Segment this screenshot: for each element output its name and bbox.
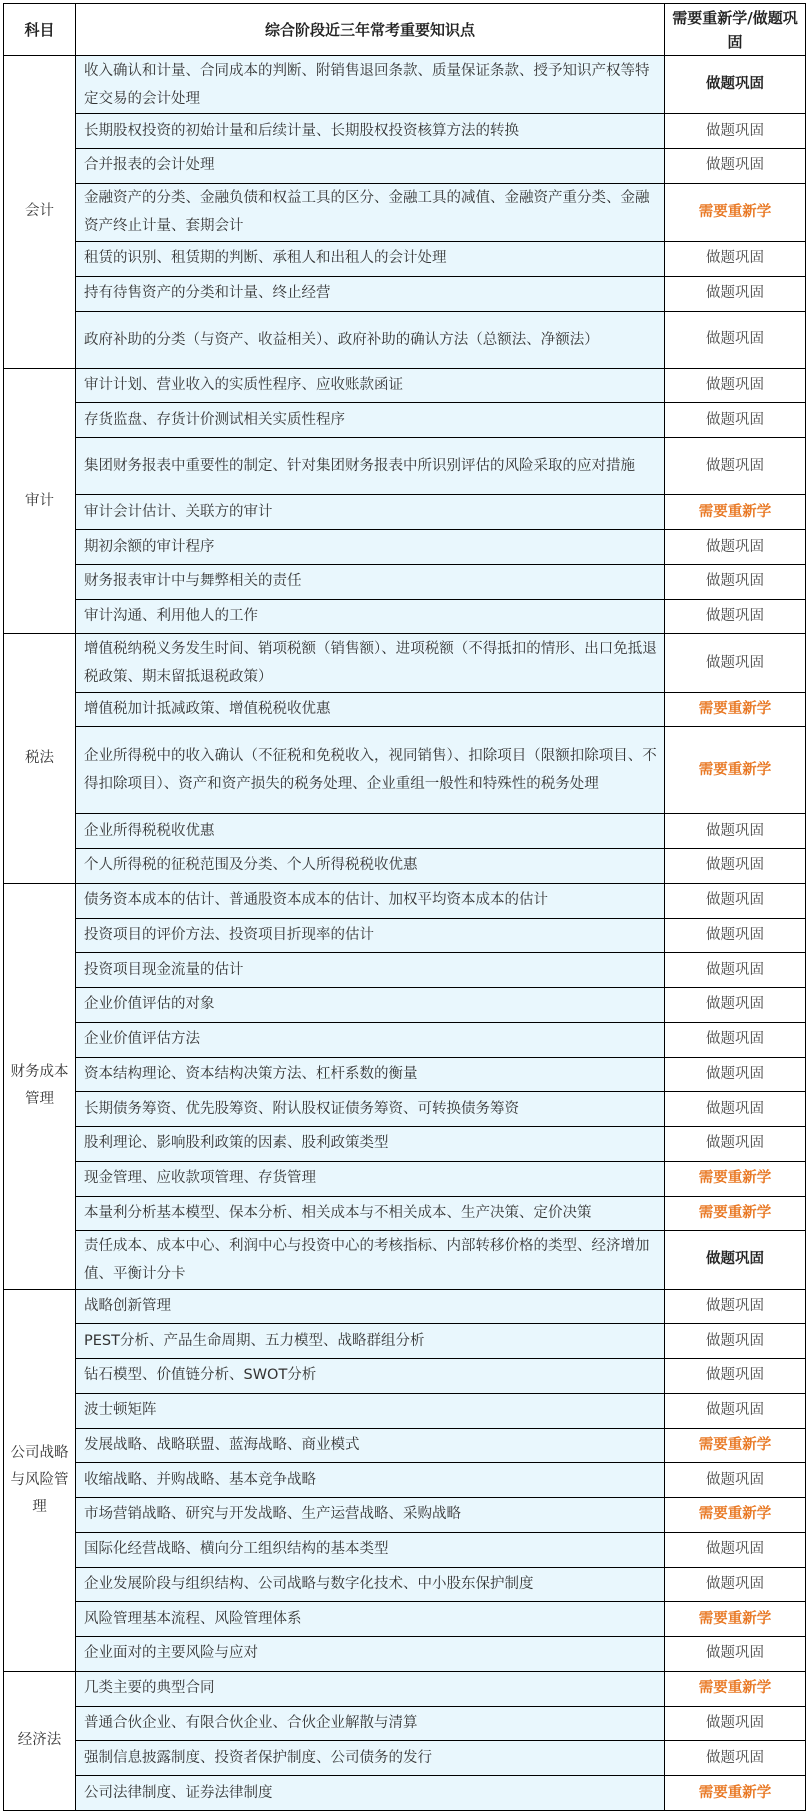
knowledge-point: 长期债务筹资、优先股筹资、附认股权证债务筹资、可转换债务筹资 <box>76 1092 665 1127</box>
knowledge-point: 本量利分析基本模型、保本分析、相关成本与不相关成本、生产决策、定价决策 <box>76 1196 665 1231</box>
status-label: 做题巩固 <box>665 599 806 634</box>
status-label: 做题巩固 <box>665 242 806 277</box>
table-row <box>4 403 806 438</box>
table-row <box>4 692 806 727</box>
subject-cell: 财务成本管理 <box>4 883 76 1289</box>
status-label: 做题巩固 <box>665 1741 806 1776</box>
table-row <box>4 1532 806 1567</box>
knowledge-point: 金融资产的分类、金融负债和权益工具的区分、金融工具的减值、金融资产重分类、金融资产终止计量、套期会计 <box>76 183 665 241</box>
knowledge-point: 政府补助的分类（与资产、收益相关）、政府补助的确认方法（总额法、净额法） <box>76 311 665 368</box>
knowledge-point: 增值税加计抵减政策、增值税税收优惠 <box>76 692 665 727</box>
status-label: 做题巩固 <box>665 1057 806 1092</box>
knowledge-point: 企业发展阶段与组织结构、公司战略与数字化技术、中小股东保护制度 <box>76 1567 665 1602</box>
table-row <box>4 530 806 565</box>
table-row <box>4 1196 806 1231</box>
table-row <box>4 918 806 953</box>
status-label: 需要重新学 <box>665 495 806 530</box>
status-label: 做题巩固 <box>665 1463 806 1498</box>
points-header: 综合阶段近三年常考重要知识点 <box>76 4 665 56</box>
knowledge-point: 合并报表的会计处理 <box>76 149 665 184</box>
status-label: 做题巩固 <box>665 1706 806 1741</box>
knowledge-point: 股利理论、影响股利政策的因素、股利政策类型 <box>76 1127 665 1162</box>
knowledge-point: 期初余额的审计程序 <box>76 530 665 565</box>
knowledge-point: 个人所得税的征税范围及分类、个人所得税税收优惠 <box>76 849 665 884</box>
status-label: 需要重新学 <box>665 183 806 241</box>
table-row <box>4 1022 806 1057</box>
knowledge-point: 投资项目的评价方法、投资项目折现率的估计 <box>76 918 665 953</box>
status-label: 做题巩固 <box>665 1127 806 1162</box>
table-row <box>4 1567 806 1602</box>
knowledge-point: PEST分析、产品生命周期、五力模型、战略群组分析 <box>76 1324 665 1359</box>
status-label: 做题巩固 <box>665 1567 806 1602</box>
status-label: 做题巩固 <box>665 311 806 368</box>
knowledge-point: 收入确认和计量、合同成本的判断、附销售退回条款、质量保证条款、授予知识产权等特定交易的会计处理 <box>76 56 665 114</box>
knowledge-point: 长期股权投资的初始计量和后续计量、长期股权投资核算方法的转换 <box>76 114 665 149</box>
status-label: 做题巩固 <box>665 114 806 149</box>
knowledge-point: 审计计划、营业收入的实质性程序、应收账款函证 <box>76 368 665 403</box>
table-row <box>4 1428 806 1463</box>
subject-cell: 审计 <box>4 368 76 634</box>
status-label: 做题巩固 <box>665 276 806 311</box>
table-row <box>4 183 806 241</box>
table-row <box>4 953 806 988</box>
knowledge-table <box>3 3 806 1811</box>
table-row <box>4 1741 806 1776</box>
status-label: 需要重新学 <box>665 1161 806 1196</box>
table-row <box>4 1498 806 1533</box>
table-row <box>4 276 806 311</box>
table-row <box>4 1706 806 1741</box>
status-label: 做题巩固 <box>665 988 806 1023</box>
status-label: 需要重新学 <box>665 692 806 727</box>
subject-header: 科目 <box>4 4 76 56</box>
knowledge-point: 波士顿矩阵 <box>76 1393 665 1428</box>
table-row <box>4 1463 806 1498</box>
knowledge-point: 资本结构理论、资本结构决策方法、杠杆系数的衡量 <box>76 1057 665 1092</box>
knowledge-point: 存货监盘、存货计价测试相关实质性程序 <box>76 403 665 438</box>
status-label: 做题巩固 <box>665 1022 806 1057</box>
table-row <box>4 495 806 530</box>
table-row <box>4 883 806 918</box>
status-label: 做题巩固 <box>665 953 806 988</box>
knowledge-point: 钻石模型、价值链分析、SWOT分析 <box>76 1359 665 1394</box>
header-row <box>4 4 806 56</box>
table-row <box>4 634 806 692</box>
knowledge-point: 公司法律制度、证券法律制度 <box>76 1776 665 1811</box>
table-row <box>4 438 806 495</box>
table-row <box>4 1057 806 1092</box>
status-label: 做题巩固 <box>665 849 806 884</box>
status-label: 做题巩固 <box>665 564 806 599</box>
status-label: 做题巩固 <box>665 149 806 184</box>
status-label: 做题巩固 <box>665 1324 806 1359</box>
table-row <box>4 1127 806 1162</box>
status-label: 做题巩固 <box>665 1393 806 1428</box>
status-label: 做题巩固 <box>665 918 806 953</box>
table-row <box>4 1359 806 1394</box>
knowledge-point: 责任成本、成本中心、利润中心与投资中心的考核指标、内部转移价格的类型、经济增加值、平衡计分卡 <box>76 1231 665 1289</box>
table-row <box>4 1161 806 1196</box>
table-row <box>4 242 806 277</box>
knowledge-point: 增值税纳税义务发生时间、销项税额（销售额）、进项税额（不得抵扣的情形、出口免抵退税政策、期末留抵退税政策） <box>76 634 665 692</box>
knowledge-point: 风险管理基本流程、风险管理体系 <box>76 1602 665 1637</box>
status-label: 需要重新学 <box>665 1498 806 1533</box>
knowledge-point: 企业价值评估方法 <box>76 1022 665 1057</box>
knowledge-point: 审计沟通、利用他人的工作 <box>76 599 665 634</box>
table-row <box>4 1231 806 1289</box>
knowledge-point: 集团财务报表中重要性的制定、针对集团财务报表中所识别评估的风险采取的应对措施 <box>76 438 665 495</box>
knowledge-point: 强制信息披露制度、投资者保护制度、公司债务的发行 <box>76 1741 665 1776</box>
knowledge-point: 租赁的识别、租赁期的判断、承租人和出租人的会计处理 <box>76 242 665 277</box>
status-label: 做题巩固 <box>665 1289 806 1324</box>
status-label: 做题巩固 <box>665 403 806 438</box>
subject-cell: 税法 <box>4 634 76 883</box>
status-label: 做题巩固 <box>665 1092 806 1127</box>
status-label: 做题巩固 <box>665 530 806 565</box>
status-label: 做题巩固 <box>665 814 806 849</box>
table-row <box>4 311 806 368</box>
table-row <box>4 149 806 184</box>
table-row <box>4 1776 806 1811</box>
status-label: 需要重新学 <box>665 1776 806 1811</box>
table-row <box>4 1637 806 1672</box>
table-row <box>4 727 806 814</box>
status-label: 做题巩固 <box>665 883 806 918</box>
knowledge-point: 企业面对的主要风险与应对 <box>76 1637 665 1672</box>
knowledge-point: 市场营销战略、研究与开发战略、生产运营战略、采购战略 <box>76 1498 665 1533</box>
status-label: 需要重新学 <box>665 1671 806 1706</box>
knowledge-point: 收缩战略、并购战略、基本竞争战略 <box>76 1463 665 1498</box>
status-label: 需要重新学 <box>665 1196 806 1231</box>
table-row <box>4 1602 806 1637</box>
knowledge-point: 企业价值评估的对象 <box>76 988 665 1023</box>
table-row <box>4 56 806 114</box>
knowledge-point: 现金管理、应收款项管理、存货管理 <box>76 1161 665 1196</box>
knowledge-point: 企业所得税税收优惠 <box>76 814 665 849</box>
knowledge-point: 投资项目现金流量的估计 <box>76 953 665 988</box>
knowledge-point: 企业所得税中的收入确认（不征税和免税收入，视同销售）、扣除项目（限额扣除项目、不得扣除项目）、资产和资产损失的税务处理、企业重组一般性和特殊性的税务处理 <box>76 727 665 814</box>
status-label: 做题巩固 <box>665 634 806 692</box>
status-label: 做题巩固 <box>665 1359 806 1394</box>
status-label: 需要重新学 <box>665 727 806 814</box>
table-row <box>4 599 806 634</box>
knowledge-point: 战略创新管理 <box>76 1289 665 1324</box>
knowledge-point: 财务报表审计中与舞弊相关的责任 <box>76 564 665 599</box>
knowledge-point: 审计会计估计、关联方的审计 <box>76 495 665 530</box>
table-row <box>4 1671 806 1706</box>
knowledge-point: 债务资本成本的估计、普通股资本成本的估计、加权平均资本成本的估计 <box>76 883 665 918</box>
table-row <box>4 1324 806 1359</box>
table-row <box>4 849 806 884</box>
table-body <box>4 56 806 1811</box>
table-row <box>4 368 806 403</box>
table-row <box>4 114 806 149</box>
table-row <box>4 564 806 599</box>
status-label: 做题巩固 <box>665 1637 806 1672</box>
status-label: 做题巩固 <box>665 1532 806 1567</box>
table-row <box>4 988 806 1023</box>
status-label: 做题巩固 <box>665 56 806 114</box>
table-row <box>4 1393 806 1428</box>
knowledge-point: 几类主要的典型合同 <box>76 1671 665 1706</box>
subject-cell: 会计 <box>4 56 76 369</box>
status-header: 需要重新学/做题巩固 <box>665 4 806 56</box>
knowledge-point: 国际化经营战略、横向分工组织结构的基本类型 <box>76 1532 665 1567</box>
subject-cell: 经济法 <box>4 1671 76 1810</box>
subject-cell: 公司战略与风险管理 <box>4 1289 76 1671</box>
table-row <box>4 814 806 849</box>
knowledge-point: 持有待售资产的分类和计量、终止经营 <box>76 276 665 311</box>
knowledge-point: 发展战略、战略联盟、蓝海战略、商业模式 <box>76 1428 665 1463</box>
status-label: 做题巩固 <box>665 368 806 403</box>
status-label: 做题巩固 <box>665 438 806 495</box>
status-label: 需要重新学 <box>665 1602 806 1637</box>
table-row <box>4 1092 806 1127</box>
table-row <box>4 1289 806 1324</box>
knowledge-point: 普通合伙企业、有限合伙企业、合伙企业解散与清算 <box>76 1706 665 1741</box>
status-label: 做题巩固 <box>665 1231 806 1289</box>
status-label: 需要重新学 <box>665 1428 806 1463</box>
